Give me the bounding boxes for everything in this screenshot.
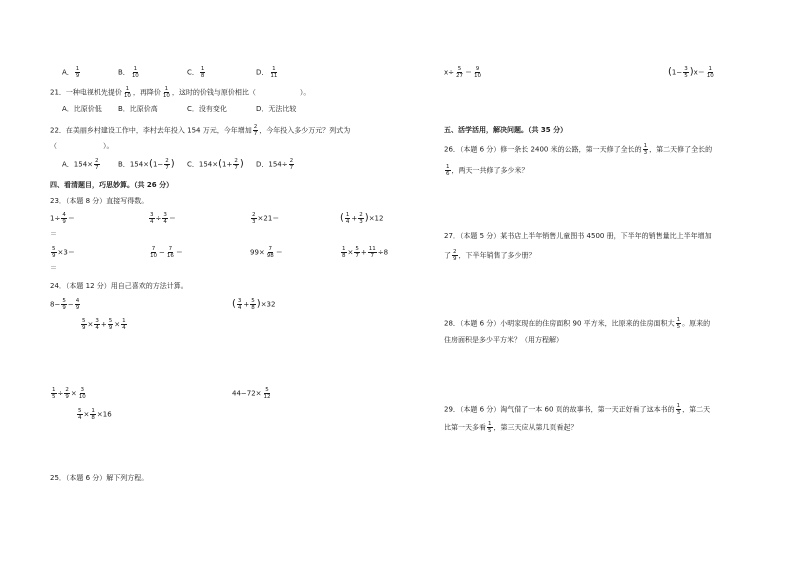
q27-line-1: 27．（本题 5 分）某书店上半年销售儿童图书 4500 册，下半年的销售量比上半年增加 — [444, 232, 712, 240]
q22-option-d: D．154÷ $\frac{2}{7}$ — [256, 158, 294, 171]
q21-option-c: C．没有变化 — [187, 105, 227, 113]
q21-stem: 21．一种电视机先提价 $\frac{1}{10}$ ，再降价 $\frac{1}{10}$ ，这时的价钱与原价相比（ ）。 — [50, 86, 311, 99]
q28-line-2: 住房面积是多少平方米？（用方程解） — [444, 336, 563, 344]
q23-equals-1: ＝ — [50, 230, 57, 238]
q29-line-1: 29．（本题 6 分）淘气借了一本 60 页的故事书，第一天正好看了这本书的 $\frac{1}{3}$ ，第二天 — [444, 403, 711, 416]
section-5-heading: 五、活学活用，解决问题。（共 35 分） — [444, 126, 568, 134]
q23-item-5: $\frac{5}{9}$ ×3＝ — [52, 246, 75, 259]
q22-stem: 22．在美丽乡村建设工作中，李村去年投入 154 万元，今年增加 $\frac{2}{7}$ ，今年投入多少万元？列式为 — [50, 124, 351, 137]
q27-line-2: 了 $\frac{2}{9}$ ，下半年销售了多少册？ — [444, 249, 536, 262]
q24-expr-5: 44−72× $\frac{5}{12}$ — [232, 387, 271, 400]
q23-item-8: $\frac{1}{8}$ × $\frac{5}{7}$ + $\frac{11}{7}$ ÷8 — [342, 246, 389, 259]
q23-item-3: $\frac{2}{3}$ ×21＝ — [252, 212, 280, 225]
q24-title: 24．（本题 12 分）用自己喜欢的方法计算。 — [50, 282, 188, 290]
q26-line-1: 26．（本题 6 分）修一条长 2400 米的公路，第一天修了全长的 $\frac{1}{3}$ ，第二天修了全长的 — [444, 143, 713, 156]
q22-option-a: A．154× $\frac{2}{7}$ — [62, 158, 99, 171]
q20-option-a: A． $\frac{1}{9}$ — [62, 66, 80, 79]
q21-option-b: B．比原价高 — [118, 105, 158, 113]
q22-option-c: C．154×(1+ $\frac{2}{7}$ ) — [187, 158, 244, 171]
equation-2: (1− $\frac{3}{5}$ )x＝ $\frac{1}{10}$ — [668, 66, 714, 79]
q20-option-c: C． $\frac{1}{8}$ — [187, 66, 205, 79]
q24-expr-2: ( $\frac{3}{4}$ + $\frac{5}{8}$ )×32 — [232, 298, 276, 311]
section-4-heading: 四、看清题目，巧思妙算。（共 26 分） — [50, 181, 174, 189]
q24-expr-1: 8− $\frac{5}{9}$ − $\frac{4}{9}$ — [50, 298, 80, 311]
q22-option-b: B．154×(1− $\frac{2}{7}$ ) — [118, 158, 175, 171]
q24-expr-6: $\frac{5}{4}$ × $\frac{1}{8}$ ×16 — [78, 408, 112, 421]
q23-item-1: 1÷ $\frac{4}{9}$ ＝ — [50, 212, 75, 225]
q20-option-d: D． $\frac{1}{11}$ — [256, 66, 278, 79]
q28-line-1: 28．（本题 6 分）小明家现在的住房面积 90 平方米，比原来的住房面积大 $\frac{1}{5}$ 。原来的 — [444, 317, 711, 330]
q24-expr-3: $\frac{5}{9}$ × $\frac{3}{4}$ + $\frac{5}{9}$ × $\frac{1}{4}$ — [82, 318, 126, 331]
q20-option-b: B． $\frac{1}{10}$ — [118, 66, 139, 79]
equation-1: x÷ $\frac{5}{27}$ ＝ $\frac{9}{10}$ — [444, 66, 482, 79]
q23-item-2: $\frac{3}{4}$ ÷ $\frac{3}{4}$ ＝ — [150, 212, 176, 225]
q23-item-4: ( $\frac{1}{4}$ + $\frac{2}{3}$ )×12 — [340, 212, 384, 225]
q21-option-d: D．无法比较 — [256, 105, 297, 113]
q21-option-a: A．比原价低 — [62, 105, 102, 113]
q29-line-2: 比第一天多看 $\frac{1}{5}$ ，第三天应从第几页看起？ — [444, 421, 578, 434]
q25-title: 25．（本题 6 分）解下列方程。 — [50, 474, 149, 482]
q23-item-7: 99× $\frac{7}{98}$ ＝ — [250, 246, 283, 259]
q23-title: 23．（本题 8 分）直接写得数。 — [50, 197, 149, 205]
q26-line-2: $\frac{1}{6}$ ，两天一共修了多少米？ — [446, 164, 529, 177]
q23-equals-2: ＝ — [50, 264, 57, 272]
q22-blank: （ ）。 — [50, 142, 114, 150]
q24-expr-4: $\frac{1}{5}$ ÷ $\frac{2}{9}$ × $\frac{3}{10}$ — [52, 387, 86, 400]
q23-item-6: $\frac{7}{10}$ − $\frac{7}{16}$ ＝ — [150, 246, 183, 259]
